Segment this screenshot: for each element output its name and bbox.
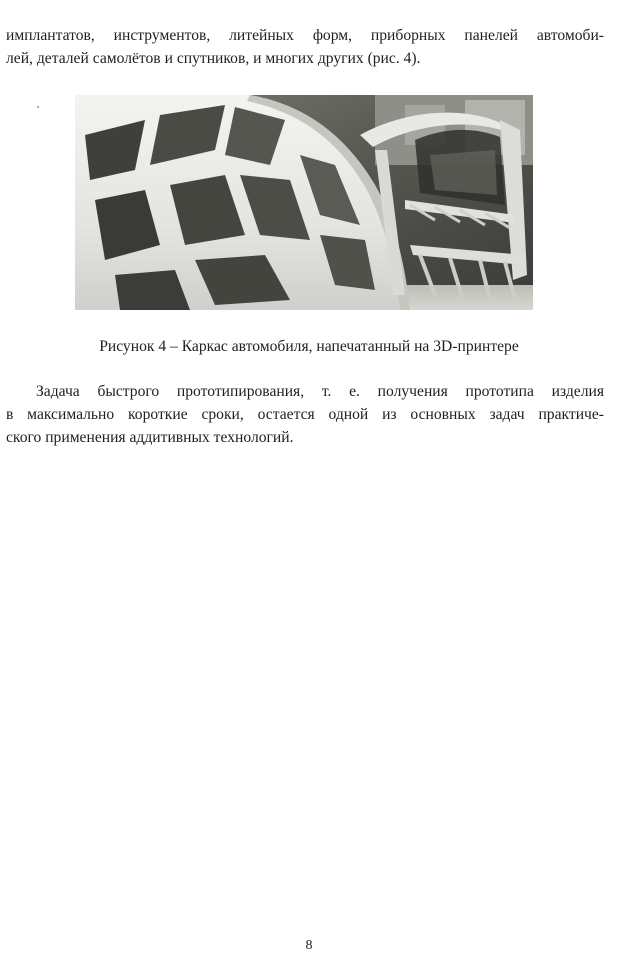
text-line: Задача быстрого прототипирования, т. е. получения прототипа изделия bbox=[36, 383, 604, 400]
text-line: ского применения аддитивных технологий. bbox=[6, 429, 294, 446]
text-line: имплантатов, инструментов, литейных форм, приборных панелей автомоби- bbox=[6, 27, 604, 44]
text-line: лей, деталей самолётов и спутников, и многих других (рис. 4). bbox=[6, 50, 421, 67]
scan-speck bbox=[37, 106, 39, 108]
page-number: 8 bbox=[305, 938, 313, 953]
figure-caption: Рисунок 4 – Каркас автомобиля, напечатанный на 3D-принтере bbox=[99, 338, 519, 355]
body-paragraph-top bbox=[6, 24, 604, 70]
text-line: в максимально короткие сроки, остается одной из основных задач практиче- bbox=[6, 406, 604, 423]
body-paragraph-bottom bbox=[6, 380, 604, 449]
car-frame-illustration bbox=[75, 95, 533, 310]
figure-car-frame-photo bbox=[75, 95, 533, 310]
